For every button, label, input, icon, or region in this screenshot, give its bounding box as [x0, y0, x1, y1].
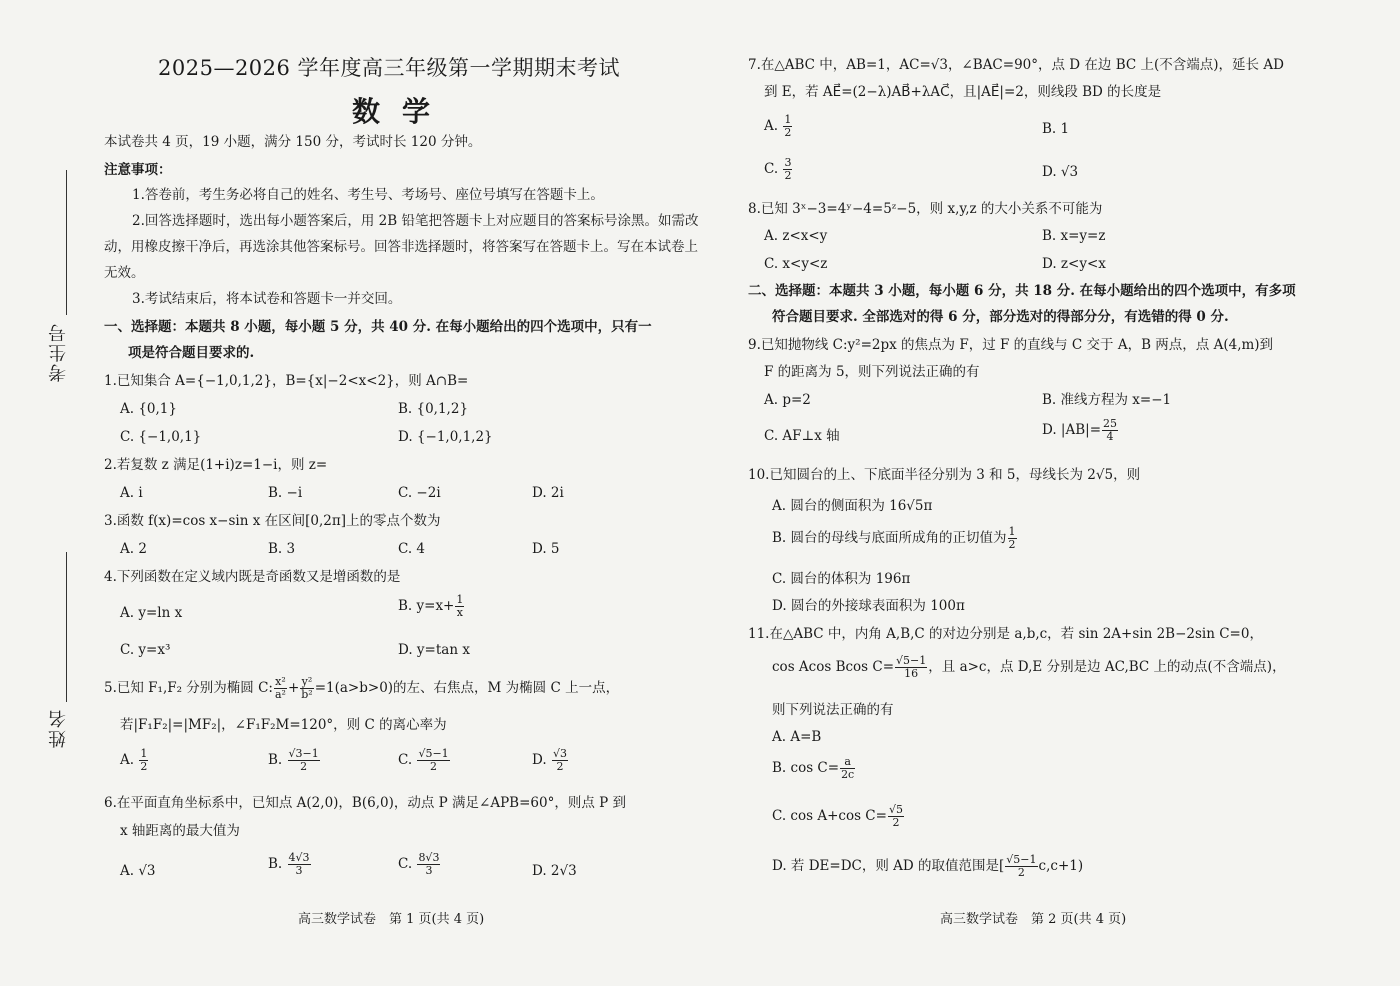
- fraction-numerator: 1: [456, 593, 464, 606]
- q6-stem-2: x 轴距离的最大值为: [120, 823, 240, 839]
- q10-option-a: A. 圆台的侧面积为 16√5π: [772, 498, 933, 514]
- q5-stem-pre: 5.已知 F₁,F₂ 分别为椭圆 C:: [104, 680, 273, 696]
- exam-no-label: 考生号: [48, 322, 69, 382]
- q2-stem: 2.若复数 z 满足(1+i)z=1−i，则 z=: [104, 457, 328, 473]
- fraction-numerator: 1: [1008, 525, 1016, 538]
- option-label: B.: [268, 752, 283, 768]
- q5-option-a: [120, 748, 149, 773]
- fraction-denominator: 16: [904, 667, 919, 680]
- note-2a: 2.回答选择题时，选出每小题答案后，用 2B 铅笔把答题卡上对应题目的答案标号涂黑。如需改: [132, 213, 699, 229]
- q6-option-b: [268, 852, 312, 877]
- q10-option-d: D. 圆台的外接球表面积为 100π: [772, 598, 965, 614]
- q3-option-b: B. 3: [268, 541, 296, 557]
- q7-stem-1: 7.在△ABC 中，AB=1，AC=√3，∠BAC=90°，点 D 在边 BC 上(不含端点)，延长 AD: [748, 57, 1284, 73]
- fraction-denominator: a²: [274, 688, 286, 701]
- q1-option-b: B. {0,1,2}: [398, 401, 469, 417]
- q9-option-a: A. p=2: [764, 392, 811, 408]
- q2-option-a: A. i: [120, 485, 143, 501]
- q11-option-d: [772, 854, 1083, 879]
- fraction-denominator: 3: [295, 864, 303, 877]
- q6-b-fraction: [288, 852, 311, 877]
- fraction-numerator: 25: [1103, 417, 1118, 430]
- q3-option-a: A. 2: [120, 541, 147, 557]
- q7-option-c: [764, 157, 793, 182]
- q8-stem: 8.已知 3ˣ−3=4ʸ−4=5ᶻ−5，则 x,y,z 的大小关系不可能为: [748, 201, 1103, 217]
- fraction-denominator: 2: [784, 169, 792, 182]
- section1-heading-2: 项是符合题目要求的.: [128, 345, 255, 361]
- fraction-numerator: √5−1: [896, 654, 927, 667]
- q9-option-d: [1042, 418, 1119, 443]
- q5-plus: +: [287, 680, 300, 696]
- option-label: D. |AB|=: [1042, 422, 1102, 438]
- fraction-numerator: a: [840, 756, 855, 769]
- q7-option-a: [764, 114, 793, 139]
- q10-b-fraction: [1008, 526, 1017, 551]
- q5-a-fraction: [139, 748, 148, 773]
- q5-d-fraction: [552, 748, 568, 773]
- fraction-numerator: √5: [888, 803, 903, 816]
- q6-option-a: A. √3: [120, 863, 156, 879]
- subject-title: 数学: [352, 95, 453, 128]
- fraction-numerator: 4√3: [288, 851, 310, 864]
- fraction-denominator: 2: [1008, 538, 1016, 551]
- q11-b-fraction: [840, 756, 855, 781]
- q11-stem-fraction: [895, 655, 927, 680]
- q11-c-fraction: [888, 804, 904, 829]
- fraction-numerator: 8√3: [418, 851, 440, 864]
- q4-option-b: [398, 594, 465, 619]
- option-text: D. 若 DE=DC，则 AD 的取值范围是[: [772, 858, 1005, 874]
- fraction-denominator: 3: [425, 864, 433, 877]
- q8-option-b: B. x=y=z: [1042, 228, 1106, 244]
- q11-option-b: [772, 756, 856, 781]
- q1-option-d: D. {−1,0,1,2}: [398, 429, 493, 445]
- section1-heading-1: 一、选择题：本题共 8 小题，每小题 5 分，共 40 分. 在每小题给出的四个选项中，只有一: [104, 319, 652, 335]
- q9-option-b: B. 准线方程为 x=−1: [1042, 392, 1172, 408]
- fraction-denominator: b²: [301, 688, 313, 701]
- section2-heading-2: 符合题目要求. 全部选对的得 6 分，部分选对的得部分分，有选错的得 0 分.: [772, 309, 1229, 325]
- fraction-numerator: √3: [552, 747, 567, 760]
- note-2c: 无效。: [104, 265, 145, 281]
- option-text: B. cos C=: [772, 760, 840, 776]
- fraction-numerator: x²: [275, 675, 286, 688]
- note-1: 1.答卷前，考生务必将自己的姓名、考生号、考场号、座位号填写在答题卡上。: [132, 187, 604, 203]
- option-text-post: c,c+1): [1038, 858, 1084, 874]
- q11-option-c: [772, 804, 905, 829]
- fraction-numerator: √3−1: [288, 747, 319, 760]
- q4-option-b-text: B. y=x+: [398, 598, 455, 614]
- q9-d-fraction: [1102, 418, 1118, 443]
- q1-option-a: A. {0,1}: [120, 401, 177, 417]
- fraction-numerator: 3: [784, 156, 792, 169]
- fraction-numerator: √5−1: [1006, 853, 1037, 866]
- fraction-numerator: 1: [784, 113, 792, 126]
- footer-right: 高三数学试卷 第 2 页(共 4 页): [940, 912, 1127, 927]
- q5-fraction-y: [300, 676, 313, 701]
- q1-option-c: C. {−1,0,1}: [120, 429, 202, 445]
- q11-stem2-post: ，且 a>c，点 D,E 分别是边 AC,BC 上的动点(不含端点)，: [928, 659, 1286, 675]
- q3-option-c: C. 4: [398, 541, 426, 557]
- section2-heading-1: 二、选择题：本题共 3 小题，每小题 6 分，共 18 分. 在每小题给出的四个选项中，有多项: [748, 283, 1296, 299]
- q5-stem-1: [104, 676, 619, 701]
- q6-option-c: [398, 852, 441, 877]
- q11-option-a: A. A=B: [772, 729, 822, 745]
- q7-c-fraction: [783, 157, 792, 182]
- fraction-denominator: 2: [1017, 866, 1025, 879]
- fraction-numerator: √5−1: [418, 747, 449, 760]
- note-3: 3.考试结束后，将本试卷和答题卡一并交回。: [132, 291, 402, 307]
- q5-c-fraction: [417, 748, 449, 773]
- q10-stem: 10.已知圆台的上、下底面半径分别为 3 和 5，母线长为 2√5，则: [748, 467, 1141, 483]
- fraction-denominator: 2: [430, 760, 438, 773]
- q3-stem: 3.函数 f(x)=cos x−sin x 在区间[0,2π]上的零点个数为: [104, 513, 441, 529]
- fraction-denominator: 2: [300, 760, 308, 773]
- q9-option-c: C. AF⊥x 轴: [764, 428, 840, 444]
- q6-stem-1: 6.在平面直角坐标系中，已知点 A(2,0)，B(6,0)，动点 P 满足∠APB=60°，则点 P 到: [104, 795, 626, 811]
- name-label: 姓名: [48, 708, 69, 748]
- fraction-numerator: 1: [140, 747, 148, 760]
- fraction-denominator: 2: [892, 816, 900, 829]
- q5-fraction-x: [274, 676, 287, 701]
- fraction-denominator: 2: [140, 760, 148, 773]
- name-line: [66, 552, 67, 702]
- option-text: C. cos A+cos C=: [772, 808, 887, 824]
- q7-option-b: B. 1: [1042, 121, 1070, 137]
- option-label: C.: [398, 752, 413, 768]
- fraction-denominator: 2c: [841, 768, 855, 781]
- q8-option-c: C. x<y<z: [764, 256, 828, 272]
- q5-option-c: [398, 748, 451, 773]
- q9-stem-1: 9.已知抛物线 C:y²=2px 的焦点为 F，过 F 的直线与 C 交于 A，B 两点，点 A(4,m)到: [748, 337, 1274, 353]
- option-label: D.: [532, 752, 547, 768]
- fraction-denominator: x: [456, 606, 463, 619]
- q10-option-b: [772, 526, 1018, 551]
- q11-stem2-pre: cos Acos Bcos C=: [772, 659, 895, 675]
- q4-option-b-fraction: [455, 594, 464, 619]
- fraction-denominator: 2: [784, 126, 792, 139]
- q2-option-d: D. 2i: [532, 485, 564, 501]
- q8-option-d: D. z<y<x: [1042, 256, 1106, 272]
- q11-stem-2: [772, 655, 1286, 680]
- intro-text: 本试卷共 4 页，19 小题，满分 150 分，考试时长 120 分钟。: [104, 134, 482, 150]
- exam-title: 2025—2026 学年度高三年级第一学期期末考试: [158, 56, 621, 80]
- q6-option-d: D. 2√3: [532, 863, 577, 879]
- note-2b: 动，用橡皮擦干净后，再选涂其他答案标号。回答非选择题时，将答案写在答题卡上。写在本试卷上: [104, 239, 698, 255]
- q5-option-b: [268, 748, 321, 773]
- option-label: B.: [268, 856, 283, 872]
- q4-option-a: A. y=ln x: [120, 605, 183, 621]
- q11-d-fraction: [1005, 854, 1037, 879]
- q3-option-d: D. 5: [532, 541, 560, 557]
- q5-stem-post: =1(a>b>0)的左、右焦点，M 为椭圆 C 上一点，: [314, 680, 620, 696]
- q11-stem-1: 11.在△ABC 中，内角 A,B,C 的对边分别是 a,b,c，若 sin 2A+sin 2B−2sin C=0，: [748, 626, 1263, 642]
- footer-left: 高三数学试卷 第 1 页(共 4 页): [298, 912, 485, 927]
- fraction-denominator: 2: [556, 760, 564, 773]
- q4-option-d: D. y=tan x: [398, 642, 470, 658]
- fraction-numerator: y²: [301, 675, 313, 688]
- exam-no-line: [66, 170, 67, 315]
- option-label: C.: [764, 161, 779, 177]
- q5-stem-2: 若|F₁F₂|=|MF₂|，∠F₁F₂M=120°，则 C 的离心率为: [120, 717, 447, 733]
- q6-c-fraction: [417, 852, 440, 877]
- q4-option-c: C. y=x³: [120, 642, 171, 658]
- q11-stem-3: 则下列说法正确的有: [772, 702, 894, 718]
- option-label: A.: [764, 118, 779, 134]
- fraction-denominator: 4: [1106, 430, 1114, 443]
- q7-a-fraction: [783, 114, 792, 139]
- q7-stem-2: 到 E，若 AE⃗=(2−λ)AB⃗+λAC⃗，且|AE⃗|=2，则线段 BD 的长度是: [764, 84, 1162, 100]
- option-label: C.: [398, 856, 413, 872]
- q7-option-d: D. √3: [1042, 164, 1079, 180]
- q2-option-c: C. −2i: [398, 485, 441, 501]
- q4-stem: 4.下列函数在定义域内既是奇函数又是增函数的是: [104, 569, 401, 585]
- notes-title: 注意事项：: [104, 162, 172, 178]
- q8-option-a: A. z<x<y: [764, 228, 828, 244]
- q9-stem-2: F 的距离为 5，则下列说法正确的有: [764, 364, 980, 380]
- q10-option-c: C. 圆台的体积为 196π: [772, 571, 911, 587]
- q5-option-d: [532, 748, 569, 773]
- option-text: B. 圆台的母线与底面所成角的正切值为: [772, 530, 1007, 546]
- q2-option-b: B. −i: [268, 485, 303, 501]
- q1-stem: 1.已知集合 A={−1,0,1,2}，B={x|−2<x<2}，则 A∩B=: [104, 373, 469, 389]
- q5-b-fraction: [288, 748, 320, 773]
- option-label: A.: [120, 752, 135, 768]
